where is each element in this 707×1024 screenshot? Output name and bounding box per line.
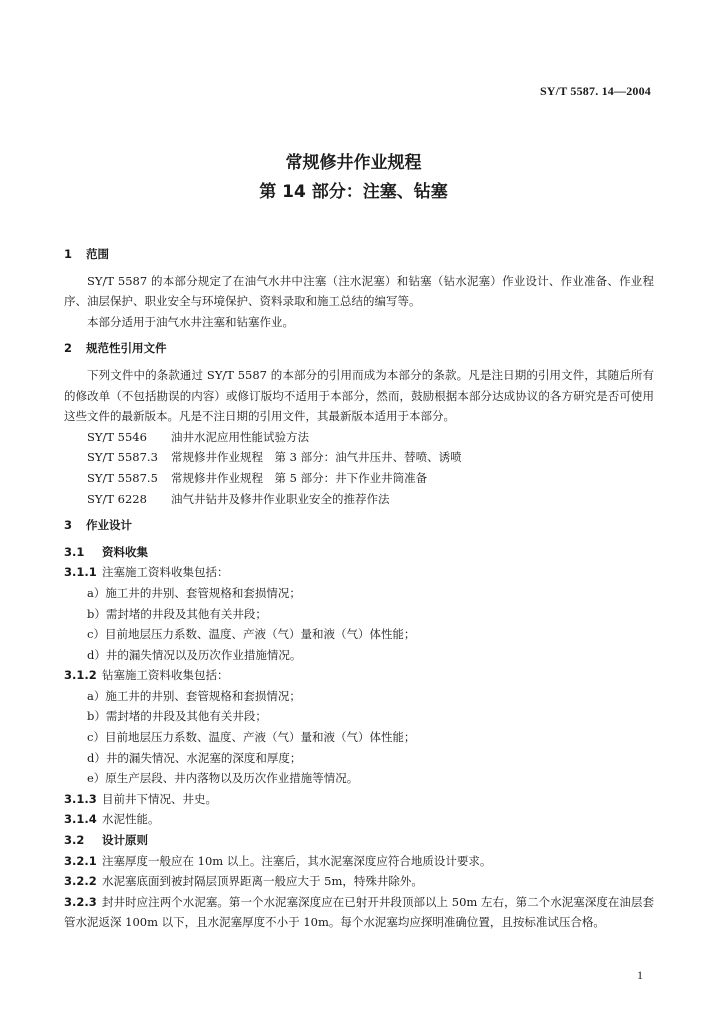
subsection-title: 设计原则 (102, 833, 148, 848)
reference-code: SY/T 5587.5 (87, 470, 158, 485)
document-title: 常规修井作业规程 (285, 153, 422, 173)
paragraph: 下列文件中的条款通过 SY/T 5587 的本部分的引用而成为本部分的条款。凡是注日期的引用文件，其随后所有的修改单（不包括勘误的内容）或修订版均不适用于本部分，然而，鼓励根据本部分达成协议的各方研究是否可使用这些文件的最新版本。凡是不注日期的引用文件，其最新版本适用于本部分。 (64, 367, 654, 424)
reference-title: 常规修井作业规程 第 3 部分：油气井压井、替喷、诱喷 (171, 450, 462, 465)
section-title: 作业设计 (86, 518, 133, 533)
clause-text: 钻塞施工资料收集包括： (102, 668, 229, 683)
clause-number: 3.2.1 (64, 853, 97, 868)
clause-text: 水泥性能。 (102, 812, 160, 827)
section-title: 规范性引用文件 (86, 341, 167, 356)
clause (64, 892, 654, 933)
paragraph: SY/T 5587 的本部分规定了在油气水井中注塞（注水泥塞）和钻塞（钻水泥塞）作业设计、作业准备、作业程序、油层保护、职业安全与环境保护、资料录取和施工总结的编写等。 (64, 273, 654, 309)
section-title: 范围 (86, 247, 110, 261)
list-item: b）需封堵的井段及其他有关井段； (87, 709, 267, 724)
clause-number: 3.2.2 (64, 874, 97, 889)
subsection-number: 3.1 (64, 544, 85, 559)
clause (64, 562, 654, 583)
list-item: d）井的漏失情况、水泥塞的深度和厚度； (87, 750, 302, 765)
list-item: e）原生产层段、井内落物以及历次作业措施等情况。 (87, 771, 359, 786)
list-item: c）目前地层压力系数、温度、产液（气）量和液（气）体性能； (87, 627, 416, 642)
reference-item (64, 468, 654, 489)
reference-code: SY/T 5587.3 (87, 450, 158, 465)
subsection-title: 资料收集 (102, 544, 148, 559)
clause (64, 809, 654, 830)
clause-text: 封井时应注两个水泥塞。第一个水泥塞深度应在已射开井段顶部以上 50m 左右，第二个水泥塞深度在油层套管水泥返深 100m 以下，且水泥塞厚度不小于 10m。每个水泥塞均应探明准确位置，且按标准试压合格。 (64, 894, 654, 930)
reference-code: SY/T 6228 (87, 491, 147, 506)
reference-code: SY/T 5546 (87, 429, 147, 444)
clause-text: 注塞施工资料收集包括： (102, 565, 229, 580)
clause (64, 789, 654, 810)
section-number: 3 (64, 518, 73, 533)
reference-item (64, 427, 654, 448)
subsection-number: 3.2 (64, 833, 85, 848)
list-item: c）目前地层压力系数、温度、产液（气）量和液（气）体性能； (87, 730, 416, 745)
reference-item (64, 447, 654, 468)
list-item: d）井的漏失情况以及历次作业措施情况。 (87, 647, 302, 662)
paragraph: 本部分适用于油气水井注塞和钻塞作业。 (87, 314, 294, 329)
subsection-heading (64, 542, 654, 563)
section-heading (64, 515, 654, 536)
standard-code: SY/T 5587. 14—2004 (539, 84, 651, 98)
clause-number: 3.1.3 (64, 791, 97, 806)
list-item: a）施工井的井别、套管规格和套损情况； (87, 688, 301, 703)
clause (64, 665, 654, 686)
document-subtitle: 第 14 部分：注塞、钻塞 (259, 182, 448, 202)
clause-number: 3.1.1 (64, 565, 97, 580)
clause-number: 3.2.3 (64, 894, 97, 909)
clause (64, 871, 654, 892)
reference-title: 油井水泥应用性能试验方法 (171, 429, 309, 444)
clause-text: 目前井下情况、井史。 (102, 791, 217, 806)
reference-title: 油气井钻井及修井作业职业安全的推荐作法 (171, 491, 390, 506)
list-item: b）需封堵的井段及其他有关井段； (87, 606, 267, 621)
reference-item (64, 489, 654, 510)
reference-title: 常规修井作业规程 第 5 部分：井下作业井筒准备 (171, 470, 428, 485)
section-heading (64, 338, 654, 359)
list-item: a）施工井的井别、套管规格和套损情况； (87, 585, 301, 600)
clause-text: 注塞厚度一般应在 10m 以上。注塞后，其水泥塞深度应符合地质设计要求。 (102, 853, 492, 868)
clause (64, 851, 654, 872)
document-body (64, 244, 654, 933)
page-number: 1 (637, 968, 643, 982)
section-number: 1 (64, 247, 73, 261)
section-heading (64, 244, 654, 265)
clause-number: 3.1.2 (64, 668, 97, 683)
clause-text: 水泥塞底面到被封隔层顶界距离一般应大于 5m，特殊井除外。 (102, 874, 423, 889)
section-number: 2 (64, 341, 73, 356)
subsection-heading (64, 830, 654, 851)
clause-number: 3.1.4 (64, 812, 97, 827)
